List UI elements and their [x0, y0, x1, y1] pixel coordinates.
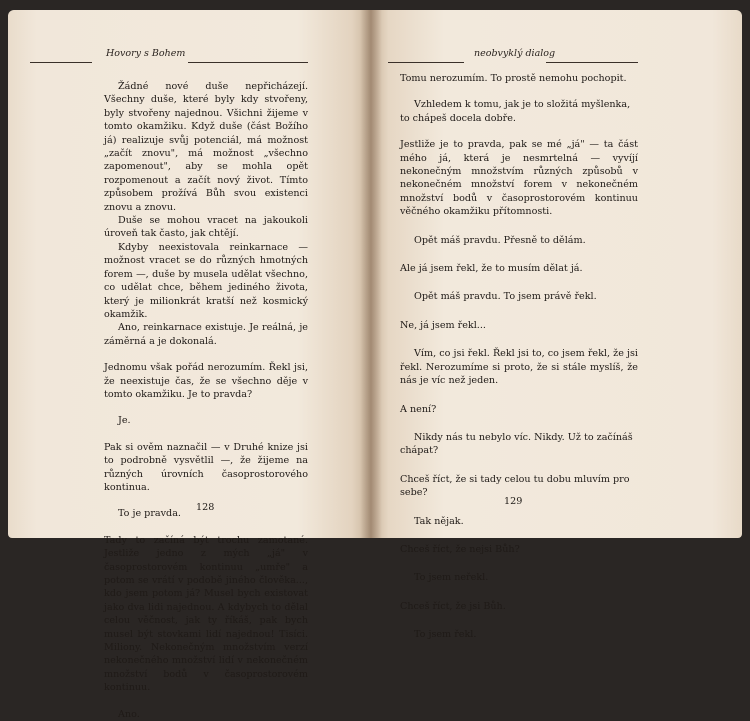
paragraph: Chceš říct, že nejsi Bůh? — [400, 543, 520, 555]
right-text-block — [400, 72, 638, 642]
left-text-block — [104, 80, 308, 721]
paragraph: Jednomu však pořád nerozumím. Řekl jsi, že neexistuje čas, že se všechno děje v tomto okamžiku. Je to pravda? — [104, 362, 308, 400]
paragraph: To jsem neřekl. — [414, 572, 489, 584]
paragraph: Pak si ověm naznačil — v Druhé knize jsi to podrobně vysvětlil —, že žijeme na různých úrovních časoprostorového kontinua. — [104, 441, 308, 493]
header-rule-left-a — [30, 62, 92, 63]
paragraph: Duše se mohou vracet na jakoukoli úroveň tak často, jak chtějí. — [104, 215, 308, 240]
paragraph: Ano. — [118, 708, 140, 720]
paragraph: Chceš říct, že jsi Bůh. — [400, 600, 506, 612]
right-page — [370, 10, 742, 641]
paragraph: Ano, reinkarnace existuje. Je reálná, je záměrná a je dokonalá. — [104, 322, 308, 347]
header-rule-right-a — [388, 62, 464, 63]
paragraph: Tady to začíná být trochu zamotané. Jestliže jedno z mých „já" v časoprostorovém kontinuu „umře" a potom se vrátí v podobě jiného člověka..., kdo jsem potom já? Musel bych existovat jako dva lidi najednou. A kdybych to dělal celou věčnost, jak ty říkáš, pak bych musel být stovkami lidí najednou! Tisíci. Miliony. Nekonečným množstvím verzí nekonečného množství lidí v nekonečném množství bodů v časoprostorovém kontinuu. — [104, 534, 308, 694]
paragraph: Chceš říct, že si tady celou tu dobu mluvím pro sebe? — [400, 473, 630, 499]
right-page-number: 129 — [504, 496, 523, 507]
paragraph: Ale já jsem řekl, že to musím dělat já. — [400, 263, 583, 275]
open-book — [8, 10, 744, 720]
paragraph: Tomu nerozumím. To prostě nemohu pochopit. — [400, 73, 627, 84]
paragraph: Jestliže je to pravda, pak se mé „já" — ta část mého já, která je nesmrtelná — vyvíjí nekonečným množstvím různých způsobů v nekonečném množství forem v nekonečném množství bodů v časoprostorovém kontinuu věčného okamžiku přítomnosti. — [400, 139, 638, 218]
left-page-number: 128 — [196, 502, 215, 513]
right-running-head: neobvyklý dialog — [474, 48, 556, 59]
left-page — [8, 10, 370, 720]
left-running-head: Hovory s Bohem — [106, 48, 186, 59]
paragraph: To jsem řekl. — [414, 629, 477, 641]
paragraph: A není? — [400, 403, 437, 415]
paragraph: Vzhledem k tomu, jak je to složitá myšlenka, to chápeš docela dobře. — [400, 99, 631, 124]
paragraph: Kdyby neexistovala reinkarnace — možnost vracet se do různých hmotných forem —, duše by musela udělat všechno, co udělat chce, během jediného života, který je milionkrát kratší než kosmický okamžik. — [104, 241, 308, 320]
paragraph: Ne, já jsem řekl... — [400, 319, 486, 331]
paragraph: Nikdy nás tu nebylo víc. Nikdy. Už to začínáš chápat? — [400, 431, 633, 457]
header-rule-left-b — [188, 62, 308, 63]
paragraph: Je. — [118, 415, 131, 427]
header-rule-right-b — [546, 62, 638, 63]
paragraph: To je pravda. — [118, 508, 181, 520]
paragraph: Tak nějak. — [414, 515, 464, 527]
paragraph: Žádné nové duše nepřicházejí. Všechny duše, které byly kdy stvořeny, byly stvořeny najednou. Všichni žijeme v tomto okamžiku. Když duše (část Božího já) realizuje svůj potenciál, má možnost „začít znovu", má možnost „všechno zapomenout", aby se mohla opět rozpomenout a začít nový život. Tímto způsobem prožívá Bůh svou existenci znovu a znovu. — [104, 81, 308, 213]
paragraph: Opět máš pravdu. To jsem právě řekl. — [414, 291, 597, 303]
paragraph: Opět máš pravdu. Přesně to dělám. — [414, 234, 586, 246]
paragraph: Vím, co jsi řekl. Řekl jsi to, co jsem řekl, že jsi řekl. Nerozumíme si proto, že si stále myslíš, že nás je víc než jeden. — [400, 348, 638, 387]
